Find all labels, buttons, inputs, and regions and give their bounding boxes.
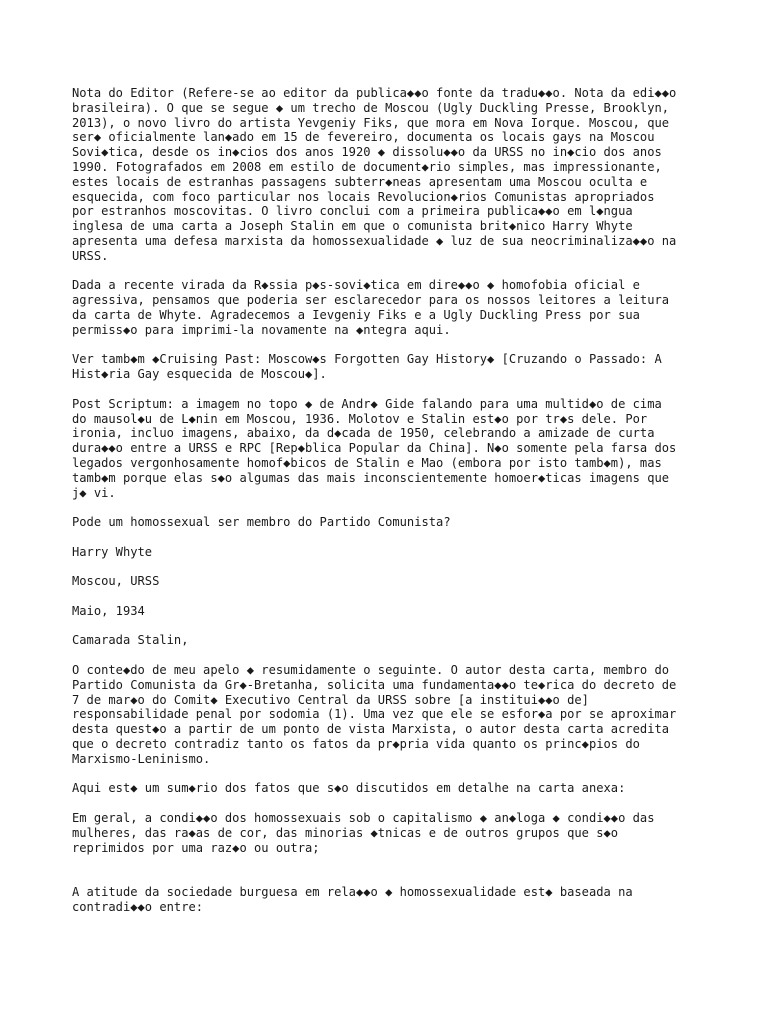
editor-note-paragraph: Nota do Editor (Refere-se ao editor da publica◆◆o fonte da tradu◆◆o. Nota da edi◆◆o brasileira). O que se segue ◆ um trecho de Moscou (Ugly Duckling Presse, Brooklyn, 2013), o novo livro do artista Yevgeniy Fiks, que mora em Nova Iorque. Moscou, que ser◆ oficialmente lan◆ado em 15 de fevereiro, documenta os locais gays na Moscou Sovi◆tica, desde os in◆cios dos anos 1920 ◆ dissolu◆◆o da URSS no in◆cio dos anos 1990. Fotografados em 2008 em estilo de document◆rio simples, mas impressionante, estes locais de estranhas passagens subterr◆neas apresentam uma Moscou oculta e esquecida, com foco particular nos locais Revolucion◆rios Comunistas apropriados por estranhos moscovitas. O livro conclui com a primeira publica◆◆o em l◆ngua inglesa de uma carta a Joseph Stalin em que o comunista brit◆nico Harry Whyte apresenta uma defesa marxista da homossexualidade ◆ luz de sua neocriminaliza◆◆o na URSS. xyxy=(72,86,677,263)
letter-place: Moscou, URSS xyxy=(72,574,160,589)
document-page xyxy=(72,86,712,929)
bourgeois-attitude-paragraph: A atitude da sociedade burguesa em rela◆◆o ◆ homossexualidade est◆ baseada na contradi◆◆o entre: xyxy=(72,885,633,914)
summary-point-paragraph: Em geral, a condi◆◆o dos homossexuais sob o capitalismo ◆ an◆loga ◆ condi◆◆o das mulheres, das ra◆as de cor, das minorias ◆tnicas e de outros grupos que s◆o reprimidos por uma raz◆o ou outra; xyxy=(72,811,655,855)
context-paragraph: Dada a recente virada da R◆ssia p◆s-sovi◆tica em dire◆◆o ◆ homofobia oficial e agressiva, pensamos que poderia ser esclarecedor para os nossos leitores a leitura da carta de Whyte. Agradecemos a Ievgeniy Fiks e a Ugly Duckling Press por sua permiss◆o para imprimi-la novamente na ◆ntegra aqui. xyxy=(72,278,670,337)
letter-salutation: Camarada Stalin, xyxy=(72,633,189,648)
summary-intro-paragraph: Aqui est◆ um sum◆rio dos fatos que s◆o discutidos em detalhe na carta anexa: xyxy=(72,781,626,796)
letter-body-paragraph: O conte◆do de meu apelo ◆ resumidamente o seguinte. O autor desta carta, membro do Partido Comunista da Gr◆-Bretanha, solicita uma fundamenta◆◆o te◆rica do decreto de 7 de mar◆o do Comit◆ Executivo Central da URSS sobre [a institui◆◆o de] responsabilidade penal por sodomia (1). Uma vez que ele se esfor◆a por se aproximar desta quest◆o a partir de um ponto de vista Marxista, o autor desta carta acredita que o decreto contradiz tanto os fatos da pr◆pria vida quanto os princ◆pios do Marxismo-Leninismo. xyxy=(72,663,677,766)
letter-date: Maio, 1934 xyxy=(72,603,145,618)
letter-title: Pode um homossexual ser membro do Partido Comunista? xyxy=(72,515,451,530)
see-also-paragraph: Ver tamb◆m ◆Cruising Past: Moscow◆s Forgotten Gay History◆ [Cruzando o Passado: A Hist◆ria Gay esquecida de Moscou◆]. xyxy=(72,352,662,382)
letter-author: Harry Whyte xyxy=(72,544,153,559)
post-scriptum-paragraph: Post Scriptum: a imagem no topo ◆ de Andr◆ Gide falando para uma multid◆o de cima do mausol◆u de L◆nin em Moscou, 1936. Molotov e Stalin est◆o por tr◆s dele. Por ironia, incluo imagens, abaixo, da d◆cada de 1950, celebrando a amizade de curta dura◆◆o entre a URSS e RPC [Rep◆blica Popular da China]. N◆o somente pela farsa dos legados vergonhosamente homof◆bicos de Stalin e Mao (embora por isto tamb◆m), mas tamb◆m porque elas s◆o algumas das mais inconscientemente homoer◆ticas imagens que j◆ vi. xyxy=(72,396,677,500)
blank-line xyxy=(72,870,712,885)
